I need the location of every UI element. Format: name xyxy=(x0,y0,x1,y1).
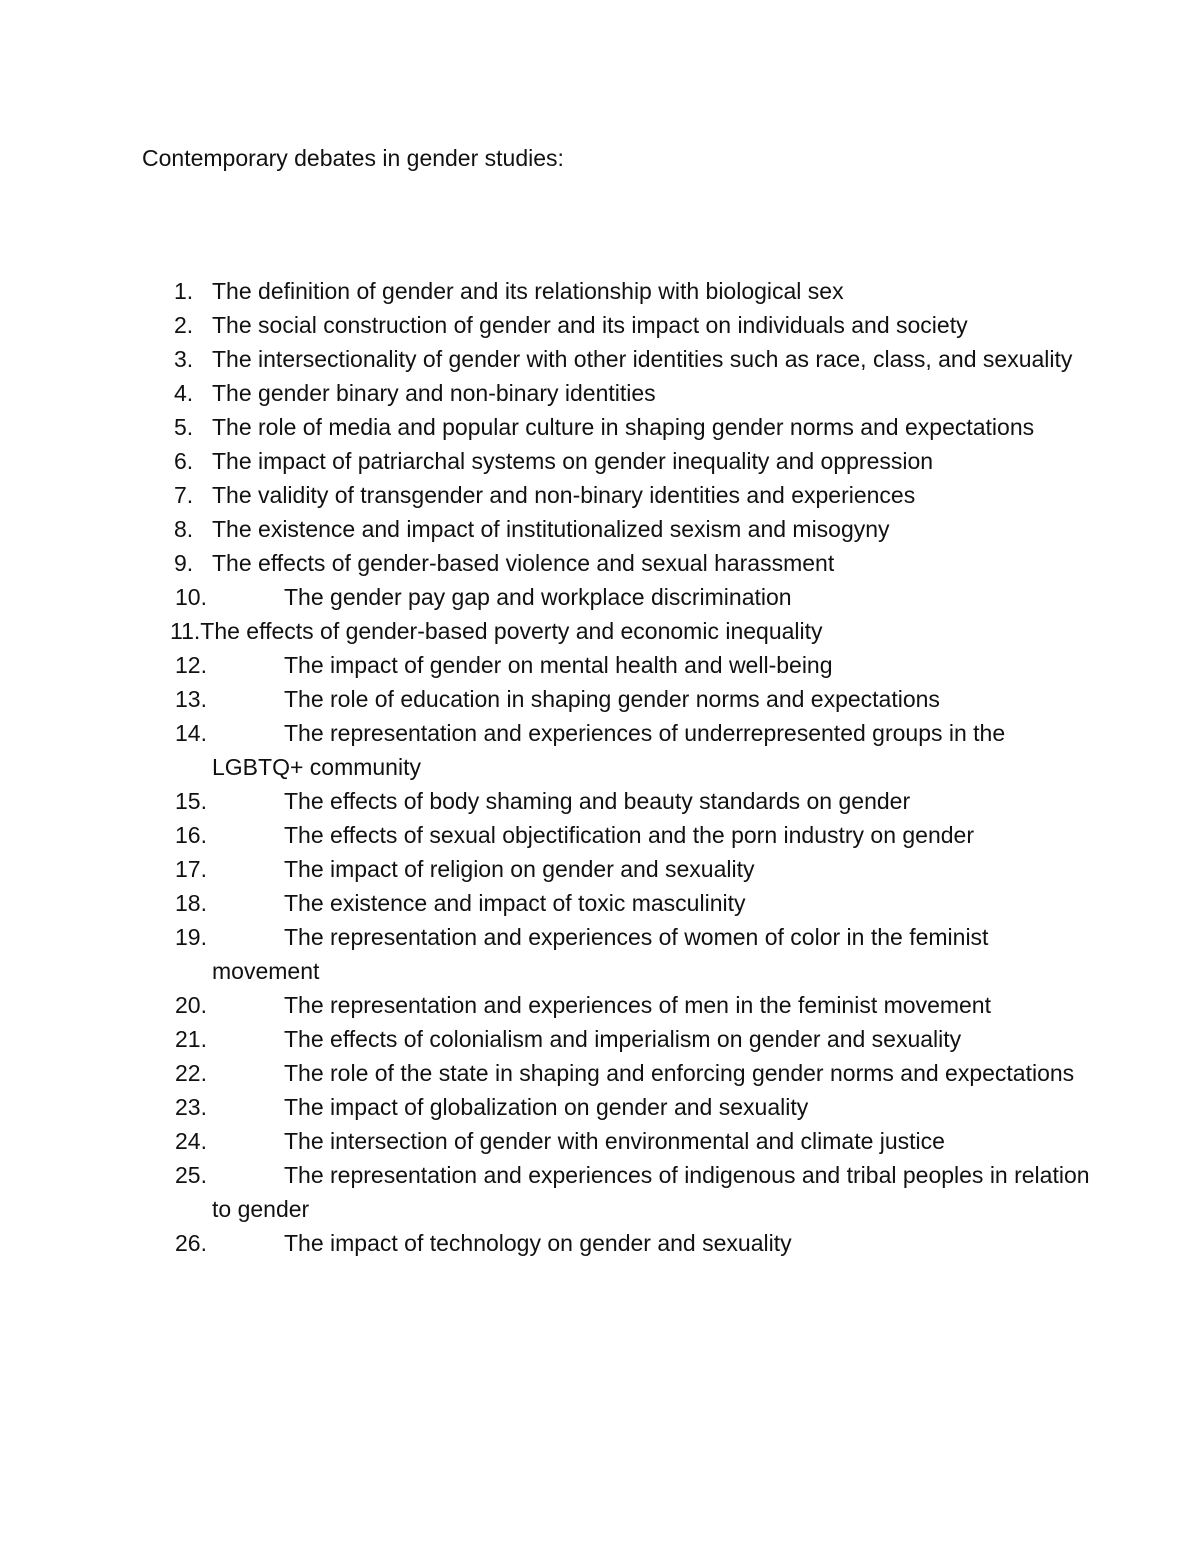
list-item xyxy=(0,852,1200,886)
list-item xyxy=(0,682,1200,716)
list-item-text: The effects of gender-based poverty and economic inequality xyxy=(200,618,823,644)
list-item-number: 6. xyxy=(174,448,194,474)
list-item xyxy=(0,716,1200,784)
list-item-text: The impact of gender on mental health and well-being xyxy=(284,652,833,678)
list-item-text: The existence and impact of toxic masculinity xyxy=(284,890,746,916)
list-item-text: The representation and experiences of men in the feminist movement xyxy=(284,992,991,1018)
list-item-text: The representation and experiences of women of color in the feminist movement xyxy=(212,924,989,984)
list-item xyxy=(0,1022,1200,1056)
list-item xyxy=(0,818,1200,852)
list-item xyxy=(0,886,1200,920)
document-heading: Contemporary debates in gender studies: xyxy=(142,145,564,171)
list-item-number: 16. xyxy=(175,822,207,848)
list-item-number: 2. xyxy=(174,312,194,338)
list-item-text: The impact of religion on gender and sexuality xyxy=(284,856,755,882)
list-item-text: The social construction of gender and its impact on individuals and society xyxy=(212,312,968,338)
list-item xyxy=(0,376,1200,410)
list-item-number: 21. xyxy=(175,1026,207,1052)
list-item-text: The definition of gender and its relationship with biological sex xyxy=(212,278,844,304)
list-item-text: The intersectionality of gender with other identities such as race, class, and sexuality xyxy=(212,346,1073,372)
list-item xyxy=(0,478,1200,512)
list-item xyxy=(0,614,1200,648)
list-item-text: The intersection of gender with environmental and climate justice xyxy=(284,1128,945,1154)
list-item-number: 25. xyxy=(175,1162,207,1188)
list-item-number: 12. xyxy=(175,652,207,678)
list-item-number: 19. xyxy=(175,924,207,950)
list-item-text: The role of education in shaping gender norms and expectations xyxy=(284,686,940,712)
list-item xyxy=(0,546,1200,580)
list-item-number: 23. xyxy=(175,1094,207,1120)
list-item-number: 3. xyxy=(174,346,194,372)
list-item-text: The gender pay gap and workplace discrimination xyxy=(284,584,792,610)
list-item xyxy=(0,512,1200,546)
list-item xyxy=(0,920,1200,988)
list-item-text: The representation and experiences of indigenous and tribal peoples in relation to gender xyxy=(212,1162,1090,1222)
list-item-text: The impact of technology on gender and sexuality xyxy=(284,1230,792,1256)
list-item-text: The impact of globalization on gender and sexuality xyxy=(284,1094,809,1120)
debate-topics-list xyxy=(0,274,1200,1260)
list-item xyxy=(0,308,1200,342)
list-item xyxy=(0,784,1200,818)
list-item-number: 5. xyxy=(174,414,194,440)
list-item-text: The role of the state in shaping and enforcing gender norms and expectations xyxy=(284,1060,1075,1086)
list-item xyxy=(0,1124,1200,1158)
list-item-number: 22. xyxy=(175,1060,207,1086)
list-item-text: The effects of body shaming and beauty standards on gender xyxy=(284,788,911,814)
list-item-number: 13. xyxy=(175,686,207,712)
list-item-number: 17. xyxy=(175,856,207,882)
list-item-text: The representation and experiences of underrepresented groups in the LGBTQ+ community xyxy=(212,720,1006,780)
list-item-text: The validity of transgender and non-binary identities and experiences xyxy=(212,482,916,508)
list-item-number: 4. xyxy=(174,380,194,406)
list-item xyxy=(0,410,1200,444)
list-item-number: 11. xyxy=(170,618,201,644)
list-item-text: The existence and impact of institutionalized sexism and misogyny xyxy=(212,516,890,542)
list-item xyxy=(0,1226,1200,1260)
list-item xyxy=(0,274,1200,308)
list-item-number: 1. xyxy=(174,278,194,304)
list-item-number: 10. xyxy=(175,584,207,610)
list-item xyxy=(0,648,1200,682)
list-item xyxy=(0,580,1200,614)
list-item-number: 7. xyxy=(174,482,194,508)
list-item-text: The effects of gender-based violence and sexual harassment xyxy=(212,550,835,576)
list-item-number: 26. xyxy=(175,1230,207,1256)
list-item-number: 8. xyxy=(174,516,194,542)
list-item xyxy=(0,1056,1200,1090)
list-item-number: 9. xyxy=(174,550,194,576)
list-item-text: The effects of sexual objectification and the porn industry on gender xyxy=(284,822,975,848)
list-item-text: The gender binary and non-binary identities xyxy=(212,380,656,406)
list-item-number: 24. xyxy=(175,1128,207,1154)
list-item-number: 14. xyxy=(175,720,207,746)
list-item xyxy=(0,342,1200,376)
list-item-text: The impact of patriarchal systems on gender inequality and oppression xyxy=(212,448,934,474)
list-item xyxy=(0,1158,1200,1226)
list-item xyxy=(0,444,1200,478)
list-item-number: 15. xyxy=(175,788,207,814)
list-item-number: 20. xyxy=(175,992,207,1018)
list-item-text: The effects of colonialism and imperialism on gender and sexuality xyxy=(284,1026,962,1052)
list-item xyxy=(0,1090,1200,1124)
list-item-text: The role of media and popular culture in shaping gender norms and expectations xyxy=(212,414,1035,440)
list-item xyxy=(0,988,1200,1022)
list-item-number: 18. xyxy=(175,890,207,916)
